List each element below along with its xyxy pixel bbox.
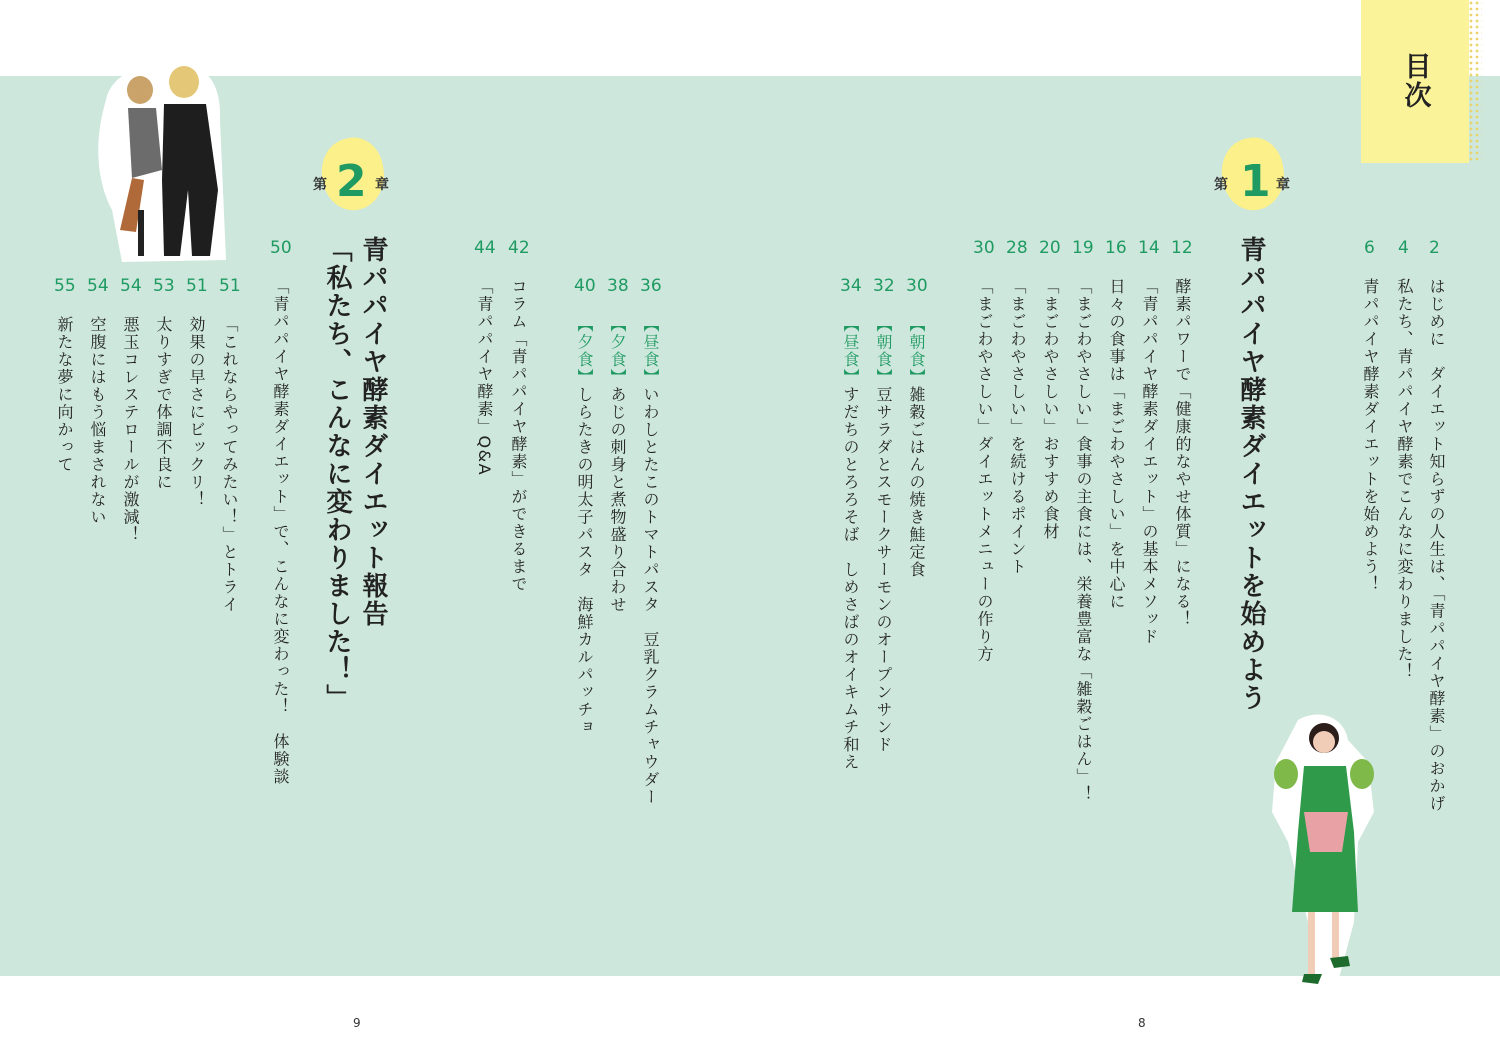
chapter1-suffix: 章 (1276, 177, 1290, 193)
toc-menu-item[interactable] (574, 316, 594, 736)
toc-item[interactable]: 「まごわやさしい」を続けるポイント (1008, 278, 1027, 576)
dot-pattern-right (1468, 0, 1482, 163)
intro-page-num: 2 (1429, 238, 1440, 258)
chapter2-page-num: 51 (186, 276, 208, 296)
chapter2-number: 2 (336, 156, 367, 207)
chapter1-prefix: 第 (1214, 177, 1228, 193)
toc-item-intro[interactable]: はじめに ダイエット知らずの人生は、「青パパイヤ酵素」のおかげ (1427, 278, 1446, 813)
chapter2-prefix: 第 (313, 177, 327, 193)
chapter2-subtitle[interactable]: 「私たち、こんなに変わりました！」 (322, 236, 352, 712)
toc-menu-item[interactable] (840, 316, 860, 771)
intro-page-num: 4 (1398, 238, 1409, 258)
toc-menu-item[interactable] (607, 316, 627, 614)
toc-item[interactable]: 酵素パワーで「健康的なやせ体質」になる！ (1173, 278, 1192, 628)
page-number-left: 9 (353, 1016, 361, 1030)
toc-column-item[interactable]: コラム「青パパイヤ酵素」ができるまで (509, 278, 528, 593)
toc-item[interactable]: 日々の食事は「まごわやさしい」を中心に (1107, 278, 1126, 611)
toc-menu-item[interactable] (906, 316, 926, 579)
menu-text: 雑穀ごはんの焼き鮭定食 (907, 386, 926, 579)
chapter2-page-num: 54 (87, 276, 109, 296)
menu-text: あじの刺身と煮物盛り合わせ (608, 386, 627, 614)
page-num: 42 (508, 238, 530, 258)
chapter1-page-num: 28 (1006, 238, 1028, 258)
chapter2-page-num: 50 (270, 238, 292, 258)
toc-item[interactable]: 新たな夢に向かって (55, 316, 74, 474)
chapter2-page-num: 51 (219, 276, 241, 296)
chapter1-page-num: 12 (1171, 238, 1193, 258)
chapter1-number: 1 (1240, 156, 1271, 207)
woman-papaya-photo (1268, 712, 1378, 994)
meal-tag: 【昼食】 (641, 316, 660, 386)
toc-item[interactable]: 「青パパイヤ酵素ダイエット」の基本メソッド (1140, 278, 1159, 646)
meal-tag: 【朝食】 (874, 316, 893, 386)
chapter1-page-num: 14 (1138, 238, 1160, 258)
meal-tag: 【夕食】 (575, 316, 594, 386)
chapter1-page-num: 32 (873, 276, 895, 296)
meal-tag: 【朝食】 (907, 316, 926, 386)
chapter1-title[interactable]: 青パパイヤ酵素ダイエットを始めよう (1236, 236, 1266, 712)
page-num: 44 (474, 238, 496, 258)
chapter1-page-num: 30 (973, 238, 995, 258)
toc-item[interactable]: 太りすぎで体調不良に (154, 316, 173, 491)
chapter2-page-num: 55 (54, 276, 76, 296)
toc-item[interactable]: 「まごわやさしい」食事の主食には、栄養豊富な「雑穀ごはん」！ (1074, 278, 1093, 803)
toc-column-item[interactable]: 「青パパイヤ酵素」Q&A (475, 278, 494, 477)
menu-text: 豆サラダとスモークサーモンのオープンサンド (874, 386, 893, 754)
couple-photo (92, 60, 232, 265)
intro-page-num: 6 (1364, 238, 1375, 258)
menu-text: すだちのとろろそば しめさばのオイキムチ和え (841, 386, 860, 771)
toc-item[interactable]: 悪玉コレステロールが激減！ (121, 316, 140, 544)
page-num: 36 (640, 276, 662, 296)
chapter2-page-num: 53 (153, 276, 175, 296)
meal-tag: 【夕食】 (608, 316, 627, 386)
toc-item[interactable]: 「これならやってみたい！」とトライ (220, 316, 239, 614)
chapter2-suffix: 章 (375, 177, 389, 193)
page-number-right: 8 (1138, 1016, 1146, 1030)
toc-menu-item[interactable] (640, 316, 660, 806)
toc-menu-item[interactable] (873, 316, 893, 754)
menu-text: いわしとたこのトマトパスタ 豆乳クラムチャウダー (641, 386, 660, 806)
chapter2-title[interactable]: 青パパイヤ酵素ダイエット報告 (358, 236, 388, 628)
toc-item[interactable]: 効果の早さにビックリ！ (187, 316, 206, 509)
chapter2-page-num: 54 (120, 276, 142, 296)
toc-item-transform[interactable]: 私たち、青パパイヤ酵素でこんなに変わりました！ (1395, 278, 1414, 681)
meal-tag: 【昼食】 (841, 316, 860, 386)
page-num: 38 (607, 276, 629, 296)
chapter1-page-num: 20 (1039, 238, 1061, 258)
chapter1-page-num: 34 (840, 276, 862, 296)
toc-item[interactable]: 「まごわやさしい」おすすめ食材 (1041, 278, 1060, 541)
toc-item[interactable]: 空腹にはもう悩まされない (88, 316, 107, 526)
page-num: 40 (574, 276, 596, 296)
toc-label (1361, 0, 1469, 163)
menu-text: しらたきの明太子パスタ 海鮮カルパッチョ (575, 386, 594, 736)
chapter1-page-num: 19 (1072, 238, 1094, 258)
chapter1-page-num: 30 (906, 276, 928, 296)
toc-item[interactable]: 「青パパイヤ酵素ダイエット」で、こんなに変わった！ 体験談 (271, 278, 290, 786)
toc-label-text: 目次 (1399, 52, 1431, 110)
chapter1-page-num: 16 (1105, 238, 1127, 258)
toc-item[interactable]: 「まごわやさしい」ダイエットメニューの作り方 (975, 278, 994, 663)
toc-item-start[interactable]: 青パパイヤ酵素ダイエットを始めよう！ (1361, 278, 1380, 593)
